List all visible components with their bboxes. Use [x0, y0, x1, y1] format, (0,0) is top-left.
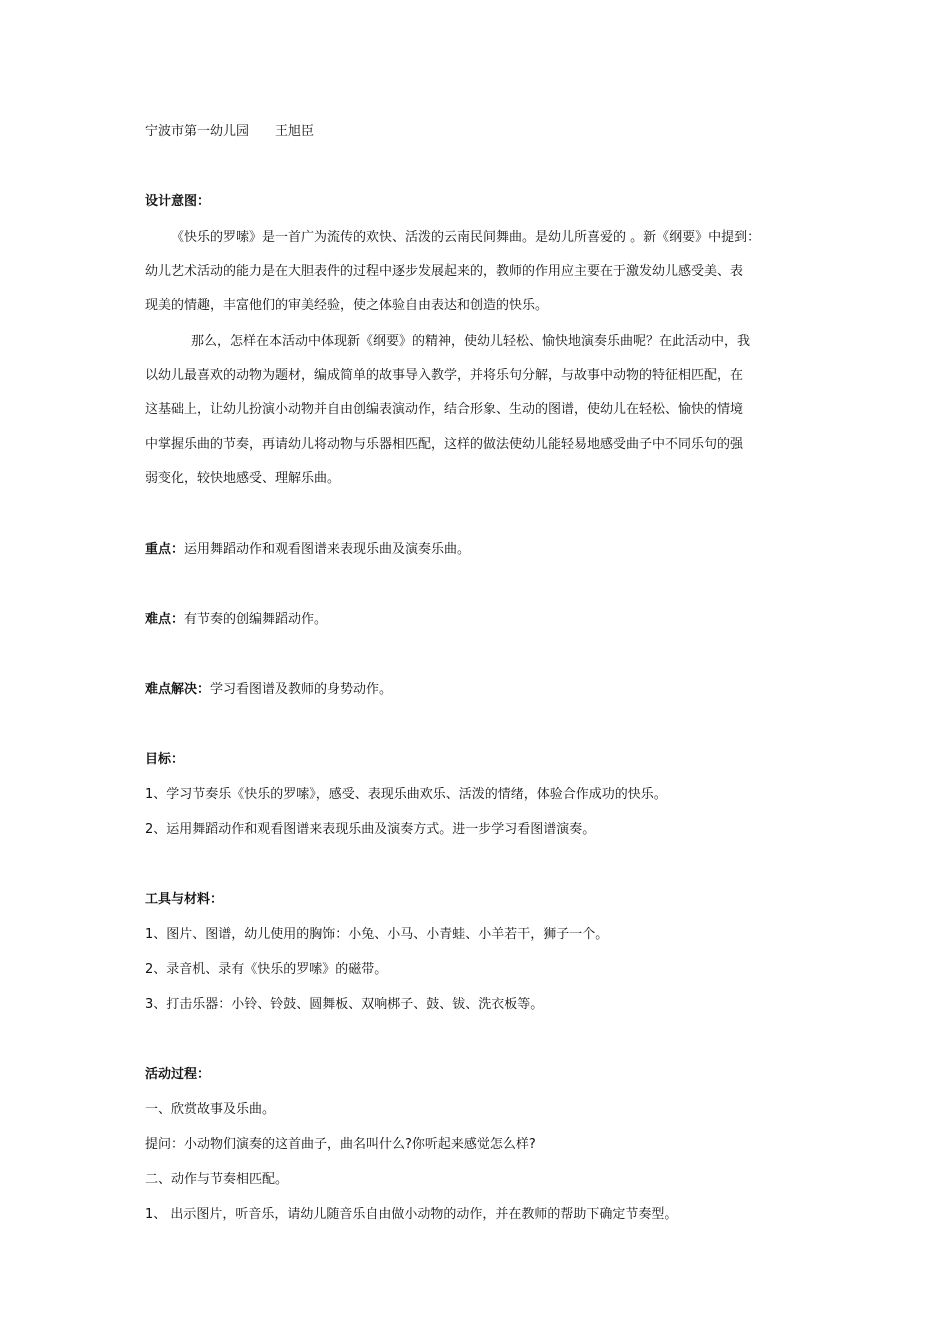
goals-heading: 目标： [145, 752, 185, 767]
design-para2-line: 弱变化，较快地感受、理解乐曲。 [145, 471, 341, 486]
design-para2-line: 中掌握乐曲的节奏，再请幼儿将动物与乐器相匹配，这样的做法使幼儿能轻易地感受曲子中不同乐句的强 [145, 437, 744, 452]
design-para2-line: 以幼儿最喜欢的动物为题材，编成简单的故事导入教学，并将乐句分解，与故事中动物的特征相匹配，在 [145, 368, 744, 383]
design-para1-line: 《快乐的罗嗦》是一首广为流传的欢快、活泼的云南民间舞曲。是幼儿所喜爱的 。新《纲要》中提到： [171, 230, 761, 245]
goal-item: 2、运用舞蹈动作和观看图谱来表现乐曲及演奏方式。进一步学习看图谱演奏。 [145, 822, 596, 837]
solution-label: 难点解决： [145, 682, 211, 697]
material-item: 3、打击乐器：小铃、铃鼓、圆舞板、双响梆子、鼓、钹、洗衣板等。 [145, 997, 544, 1012]
process-heading: 活动过程： [145, 1067, 211, 1082]
process-line: 一、欣赏故事及乐曲。 [145, 1102, 276, 1117]
design-heading: 设计意图： [145, 194, 211, 209]
solution-line [145, 681, 810, 699]
goal-item: 1、学习节奏乐《快乐的罗嗦》，感受、表现乐曲欢乐、活泼的情绪，体验合作成功的快乐。 [145, 787, 667, 802]
author-name: 王旭臣 [275, 124, 315, 139]
difficulty-label: 难点： [145, 612, 185, 627]
difficulty-text: 有节奏的创编舞蹈动作。 [184, 612, 328, 627]
focus-line [145, 541, 810, 559]
solution-text: 学习看图谱及教师的身势动作。 [210, 682, 393, 697]
focus-text: 运用舞蹈动作和观看图谱来表现乐曲及演奏乐曲。 [184, 542, 471, 557]
design-para1-line: 现美的情趣，丰富他们的审美经验，使之体验自由表达和创造的快乐。 [145, 298, 549, 313]
material-item: 2、录音机、录有《快乐的罗嗦》的磁带。 [145, 962, 388, 977]
difficulty-line [145, 611, 810, 629]
design-para2-line: 这基础上，让幼儿扮演小动物并自由创编表演动作，结合形象、生动的图谱，使幼儿在轻松、愉快的情境 [145, 402, 744, 417]
material-item: 1、图片、图谱，幼儿使用的胸饰：小兔、小马、小青蛙、小羊若干，狮子一个。 [145, 927, 609, 942]
process-line: 1、 出示图片，听音乐，请幼儿随音乐自由做小动物的动作，并在教师的帮助下确定节奏型。 [145, 1207, 678, 1222]
materials-heading: 工具与材料： [145, 892, 224, 907]
school-name: 宁波市第一幼儿园 [145, 124, 250, 139]
header-line [145, 123, 810, 141]
design-para1-line: 幼儿艺术活动的能力是在大胆表件的过程中逐步发展起来的，教师的作用应主要在于激发幼儿感受美、表 [145, 264, 744, 279]
focus-label: 重点： [145, 542, 185, 557]
process-line: 提问：小动物们演奏的这首曲子，曲名叫什么?你听起来感觉怎么样? [145, 1137, 536, 1152]
design-para2-line: 那么，怎样在本活动中体现新《纲要》的精神，使幼儿轻松、愉快地演奏乐曲呢？在此活动中，我 [191, 334, 751, 349]
process-line: 二、动作与节奏相匹配。 [145, 1172, 289, 1187]
